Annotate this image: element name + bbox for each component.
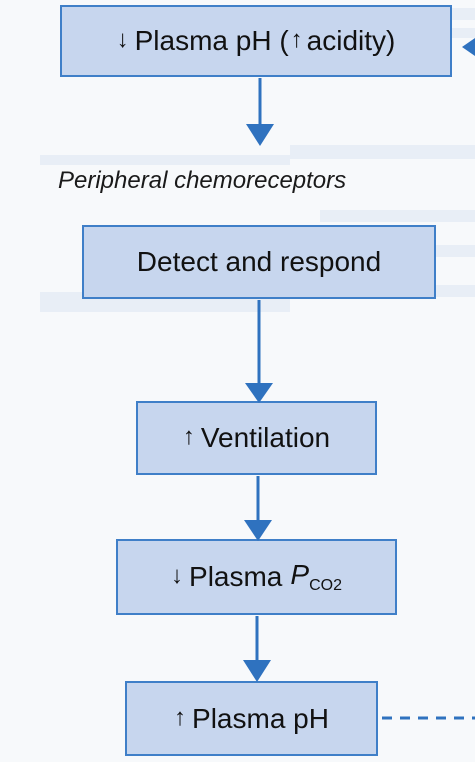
ventilation-label: Ventilation [200,422,331,453]
detect-respond-label: Detect and respond [136,246,382,277]
pco2-subscript: CO2 [309,577,342,594]
up-arrow-icon: ↑ [290,26,303,53]
arrowhead-1 [246,124,274,146]
up-arrow-icon: ↑ [182,423,195,450]
down-arrow-icon: ↓ [171,562,184,589]
plasma-ph-bottom-label: Plasma pH [192,702,329,734]
arrowhead-3 [244,520,272,541]
plasma-ph-label: Plasma pH ( [134,25,289,56]
up-arrow-icon: ↑ [174,703,187,731]
plasma-label: Plasma [189,561,283,592]
feedback-arrowhead [462,38,475,56]
arrowhead-2 [245,383,273,403]
arrowhead-4 [243,660,271,682]
acidity-label: acidity) [306,25,396,56]
down-arrow-icon: ↓ [116,26,129,53]
peripheral-chemoreceptors-label: Peripheral chemoreceptors [58,167,347,194]
pco2-variable: P [290,559,310,590]
